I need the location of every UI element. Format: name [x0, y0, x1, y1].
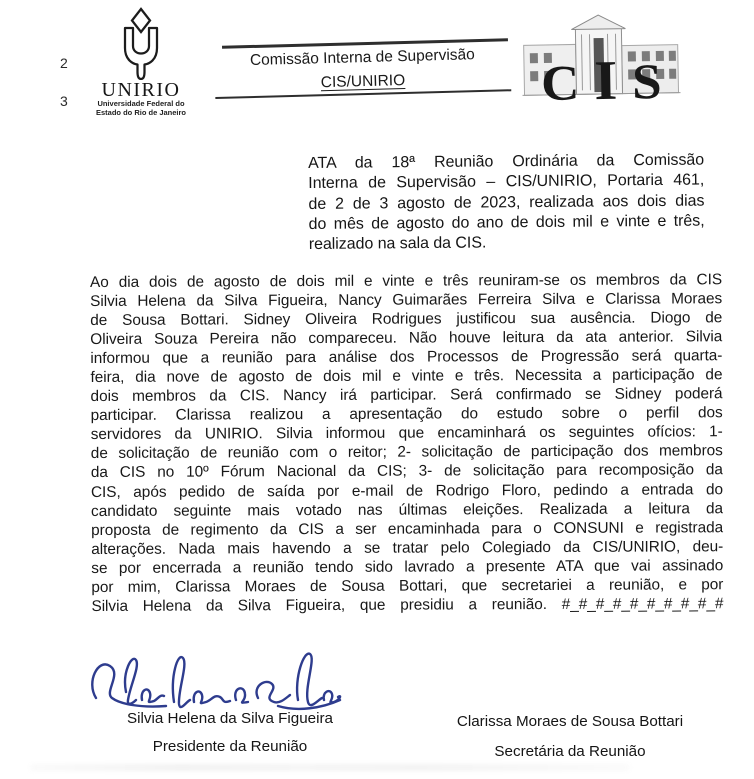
body-line: dois membros da CIS. Nancy irá participar. Será confirmado se Sidney poderá [90, 385, 723, 406]
body-line: Ao dia dois de agosto de dois mil e vinte e três reuniram-se os membros da CIS [90, 271, 723, 291]
body-line: alterações. Nada mais havendo a se tratar pelo Colegiado da CIS/UNIRIO, deu- [91, 537, 724, 558]
body-line: informou que a reunião para análise dos Processos de Progressão será quarta- [90, 347, 723, 368]
body-line: se por encerrada a reunião tendo sido lavrado a presente ATA que vai assinado [91, 556, 724, 577]
body-line: candidato seguinte mais votado nas últimas eleições. Realizada a leitura da [91, 499, 724, 520]
body-line: por mim, Clarissa Moraes de Sousa Bottari, que secretariei a reunião, e por [91, 575, 724, 596]
unirio-subtitle-line1: Universidade Federal do [97, 99, 185, 108]
president-name: Silvia Helena da Silva Figueira [127, 710, 333, 727]
subject-paragraph [308, 151, 705, 256]
body-line: Oliveira Souza Pereira não compareceu. Não houve leitura da ata anterior. Silvia [90, 328, 723, 349]
body-line: Silvia Helena da Silva Figueira, Nancy Guimarães Ferreira Silva e Clarissa Moraes [90, 290, 723, 311]
body-line: de Sousa Bottari. Sidney Oliveira Rodrigues justificou sua ausência. Diogo de [90, 309, 723, 330]
subject-line: de 2 de 3 agosto de 2023, realizada aos dois dias [308, 192, 705, 213]
secretary-name: Clarissa Moraes de Sousa Bottari [456, 713, 684, 730]
body-line: servidores da UNIRIO. Silvia informou que encaminhará os seguintes ofícios: 1- [90, 423, 723, 444]
president-role: Presidente da Reunião [152, 738, 308, 755]
signature-block-secretary [420, 713, 720, 760]
unirio-wordmark: UNIRIO [101, 79, 181, 101]
body-line: CIS, após pedido de saída por e-mail de Rodrigo Floro, pedindo a entrada do [90, 480, 723, 501]
subject-line: realizado na sala da CIS. [308, 234, 487, 254]
subject-line: do mês de agosto do ano de dois mil e vinte e três, [308, 212, 705, 233]
body-line: de solicitação de reunião com o reitor; 2- solicitação de participação dos membros [90, 442, 723, 463]
body-line: participar. Clarissa realizou a apresentação do estudo sobre o perfil dos [90, 404, 723, 425]
letterhead [214, 38, 511, 99]
letterhead-title: Comissão Interna de Supervisão [249, 45, 475, 69]
cis-letter-s: S [631, 52, 663, 110]
body-line: Silvia Helena da Silva Figueira, que presidiu a reunião. #_#_#_#_#_#_#_#_#_# [91, 595, 724, 615]
body-paragraph [90, 270, 723, 616]
letterhead-subtitle: CIS/UNIRIO [320, 71, 406, 91]
cis-wordmark [513, 50, 690, 112]
unirio-mark-icon [110, 6, 172, 80]
unirio-subtitle [86, 100, 196, 117]
body-line: da CIS no 10º Fórum Nacional da CIS; 3- de solicitação para recomposição da [90, 461, 723, 482]
body-line: proposta de regimento da CIS a ser encaminhada para o CONSUNI e registrada [91, 518, 724, 539]
subject-line: ATA da 18ª Reunião Ordinária da Comissão [308, 151, 705, 172]
margin-number-3: 3 [60, 93, 68, 109]
cis-letter-i: I [593, 49, 618, 113]
subject-line: Interna de Supervisão – CIS/UNIRIO, Portaria 461, [308, 171, 705, 193]
signature-block-president [90, 710, 370, 755]
scan-smudge [30, 764, 630, 771]
secretary-role: Secretária da Reunião [494, 743, 646, 760]
unirio-subtitle-line2: Estado do Rio de Janeiro [95, 107, 186, 117]
cis-letter-c: C [540, 54, 580, 112]
body-line: feira, dia nove de agosto de dois mil e vinte e três. Necessita a participação de [90, 366, 723, 387]
margin-number-2: 2 [60, 55, 68, 71]
cis-logo [517, 11, 685, 118]
